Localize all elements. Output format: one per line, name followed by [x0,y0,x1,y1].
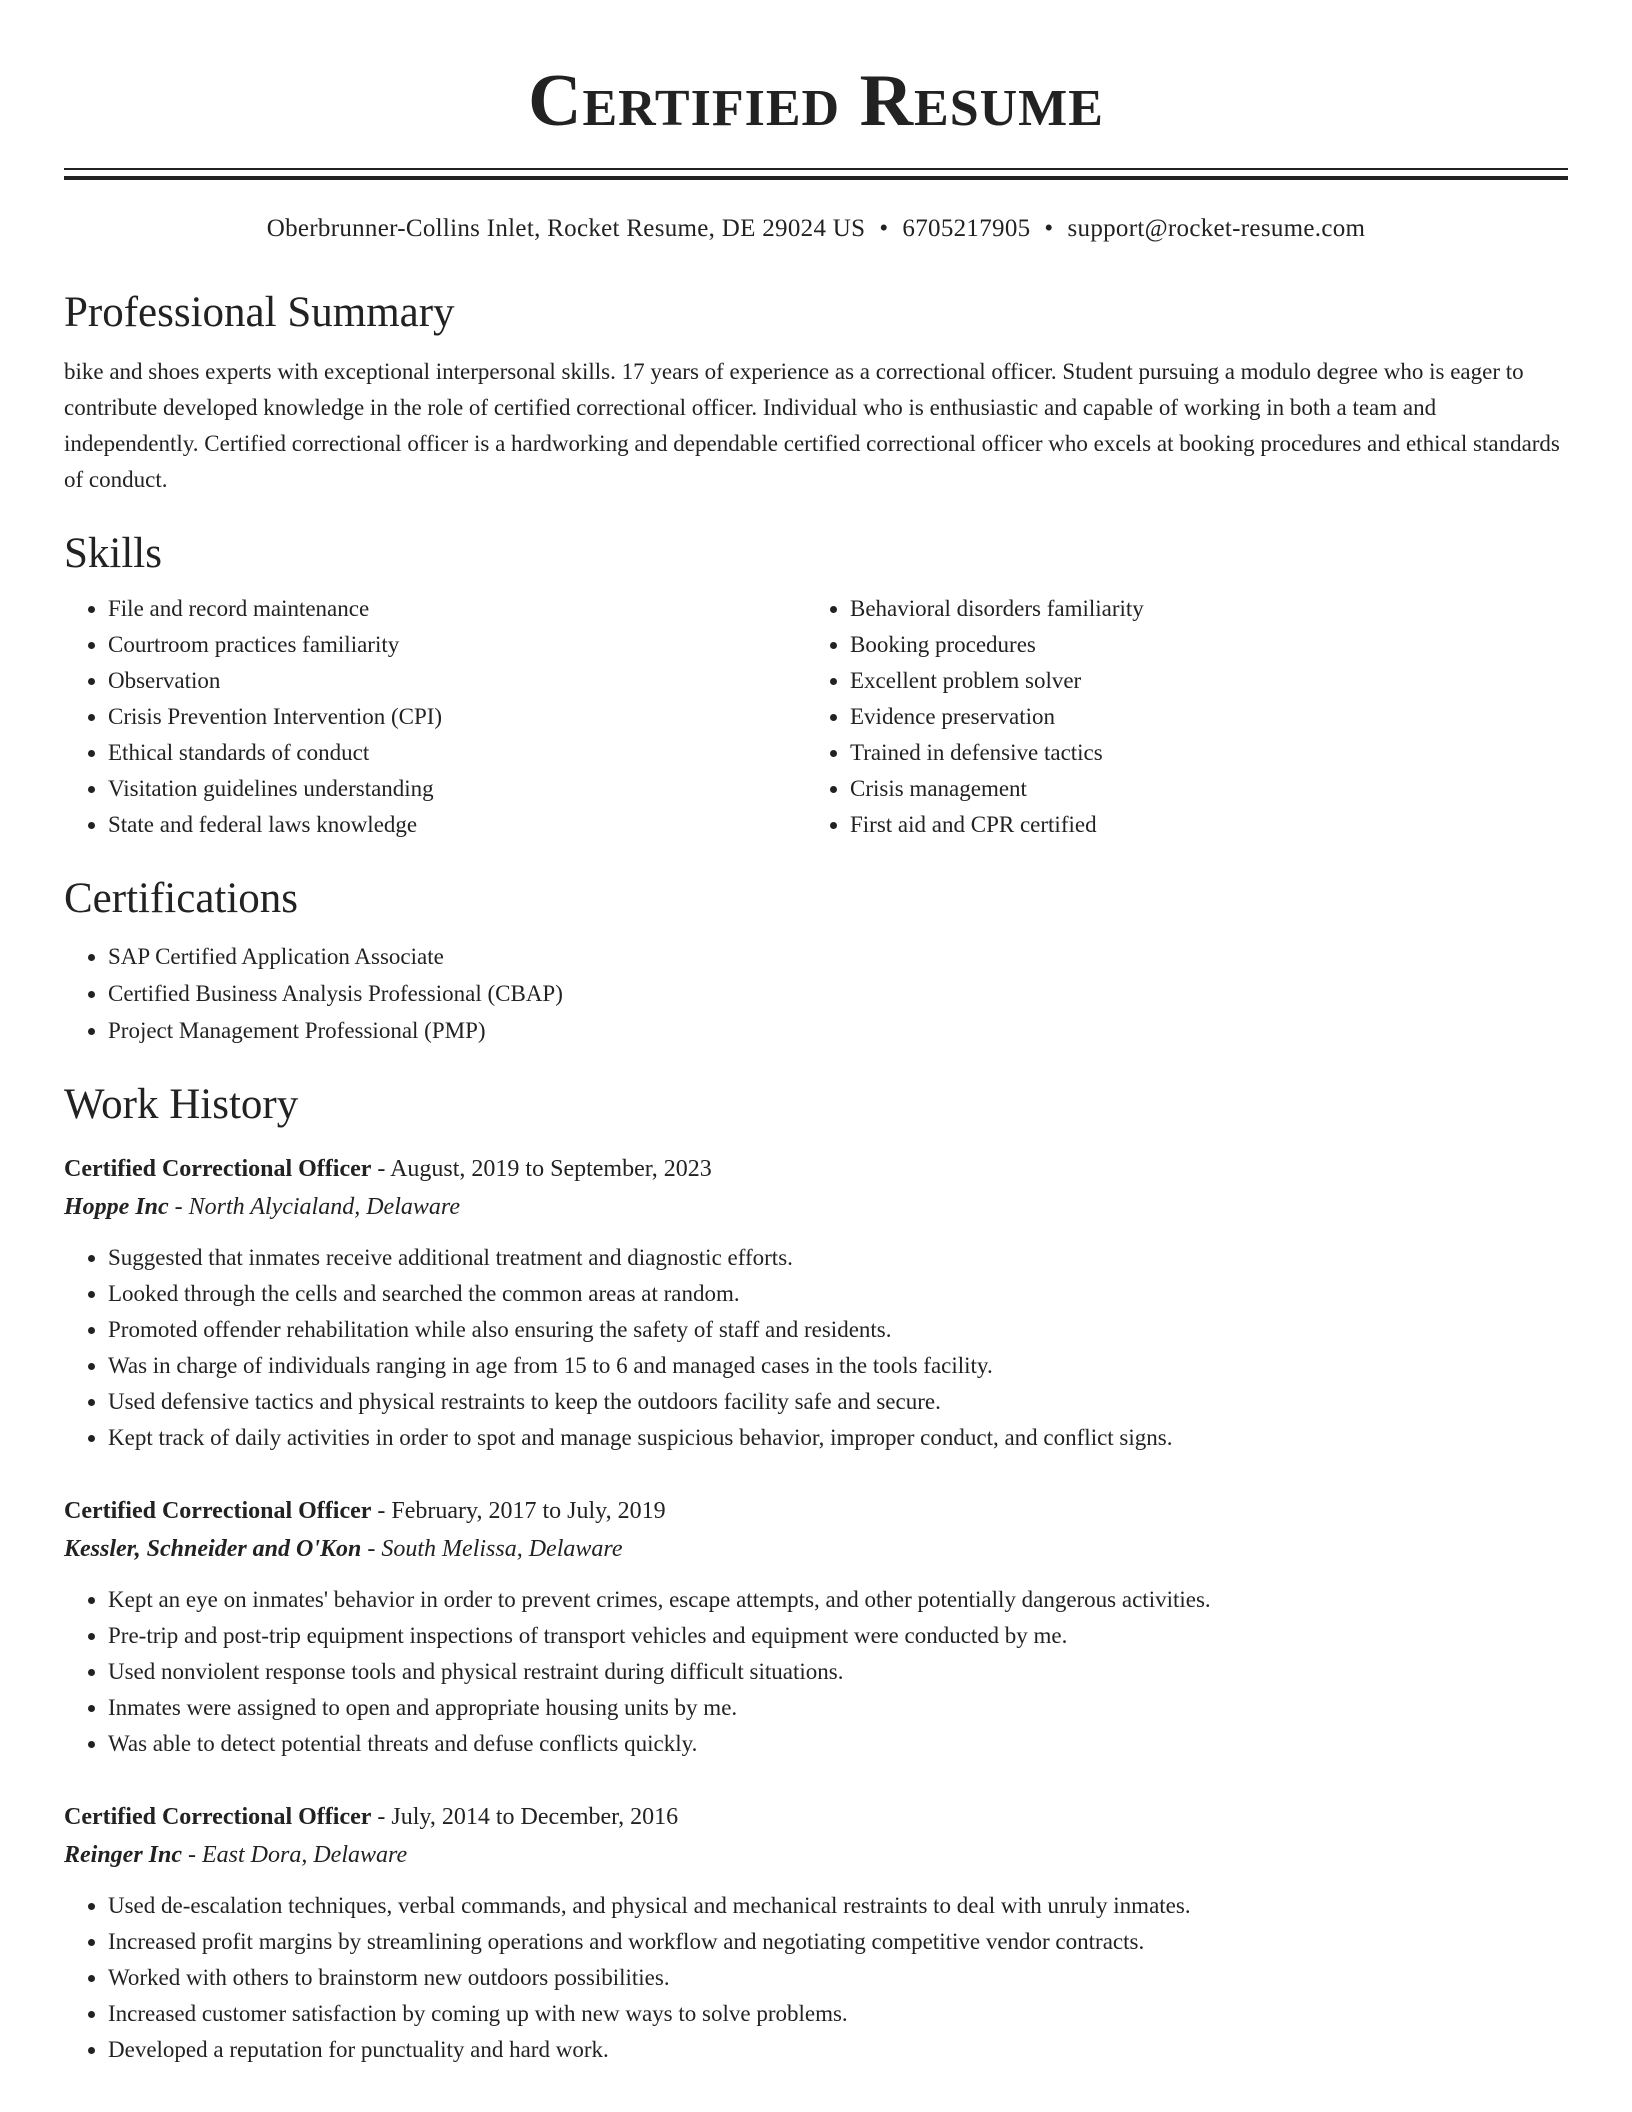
contact-separator: • [879,215,889,242]
skill-item: • Crisis management [850,771,1548,807]
job-duties-list [64,1240,1568,1456]
job-entry [64,1150,1568,1456]
contact-separator: • [1044,215,1054,242]
contact-line [64,216,1568,241]
job-dates: - July, 2014 to December, 2016 [371,1804,679,1830]
skills-list-right [806,591,1548,843]
skills-column-left [64,591,806,843]
job-title-line [64,1798,1568,1836]
contact-address: Oberbrunner-Collins Inlet, Rocket Resume, DE 29024 US [266,215,866,242]
job-dates: - August, 2019 to September, 2023 [371,1156,712,1182]
job-location: - South Melissa, Delaware [361,1536,623,1562]
job-duty-item: • Developed a reputation for punctuality and hard work. [108,2032,1568,2068]
section-heading-summary: Professional Summary [64,289,455,336]
job-location: - North Alycialand, Delaware [168,1194,460,1220]
skills-section [64,532,1568,843]
title-divider-thin [64,168,1568,170]
certifications-section [64,877,1568,1049]
skill-item: • First aid and CPR certified [850,807,1548,843]
work-history-section [64,1083,1568,2068]
skill-item: • State and federal laws knowledge [108,807,806,843]
certification-item: • Project Management Professional (PMP) [108,1012,1568,1049]
skills-list-left [64,591,806,843]
skill-item: • Courtroom practices familiarity [108,627,806,663]
job-duty-item: • Was able to detect potential threats and defuse conflicts quickly. [108,1726,1568,1762]
professional-summary-section [64,291,1568,498]
skill-item: • Crisis Prevention Intervention (CPI) [108,699,806,735]
certifications-list [64,938,1568,1049]
job-duty-item: • Kept track of daily activities in order to spot and manage suspicious behavior, improper conduct, and conflict signs. [108,1420,1568,1456]
job-company-line [64,1836,1568,1874]
job-duty-item: • Promoted offender rehabilitation while also ensuring the safety of staff and residents. [108,1312,1568,1348]
skill-item: • Ethical standards of conduct [108,735,806,771]
job-duty-item: • Inmates were assigned to open and appropriate housing units by me. [108,1690,1568,1726]
job-title: Certified Correctional Officer [64,1804,372,1830]
skill-item: • Excellent problem solver [850,663,1548,699]
job-company-line [64,1188,1568,1226]
job-duty-item: • Pre-trip and post-trip equipment inspections of transport vehicles and equipment were conducted by me. [108,1618,1568,1654]
job-title-line [64,1492,1568,1530]
job-duty-item: • Was in charge of individuals ranging in age from 15 to 6 and managed cases in the tools facility. [108,1348,1568,1384]
job-duties-list [64,1582,1568,1762]
job-title-line [64,1150,1568,1188]
job-company: Kessler, Schneider and O'Kon [64,1536,362,1562]
skills-column-right [806,591,1548,843]
section-heading-skills: Skills [64,530,162,577]
section-heading-certifications: Certifications [64,875,299,922]
skill-item: • Trained in defensive tactics [850,735,1548,771]
job-location: - East Dora, Delaware [182,1842,408,1868]
job-duty-item: • Used de-escalation techniques, verbal commands, and physical and mechanical restraints to deal with unruly inmates. [108,1888,1568,1924]
job-duty-item: • Worked with others to brainstorm new outdoors possibilities. [108,1960,1568,1996]
title-divider-thick [64,176,1568,180]
job-company: Reinger Inc [64,1842,183,1868]
resume-title: Certified Resume [528,60,1104,142]
job-duty-item: • Used nonviolent response tools and physical restraint during difficult situations. [108,1654,1568,1690]
job-entry [64,1492,1568,1762]
skill-item: • Observation [108,663,806,699]
job-duty-item: • Increased profit margins by streamlining operations and workflow and negotiating competitive vendor contracts. [108,1924,1568,1960]
skills-columns [64,591,1568,843]
job-company-line [64,1530,1568,1568]
job-duty-item: • Increased customer satisfaction by coming up with new ways to solve problems. [108,1996,1568,2032]
job-company: Hoppe Inc [64,1194,169,1220]
job-duty-item: • Used defensive tactics and physical restraints to keep the outdoors facility safe and secure. [108,1384,1568,1420]
job-dates: - February, 2017 to July, 2019 [371,1498,666,1524]
certification-item: • SAP Certified Application Associate [108,938,1568,975]
job-duty-item: • Looked through the cells and searched the common areas at random. [108,1276,1568,1312]
contact-phone: 6705217905 [902,215,1031,242]
skill-item: • Behavioral disorders familiarity [850,591,1548,627]
skill-item: • Booking procedures [850,627,1548,663]
job-title: Certified Correctional Officer [64,1156,372,1182]
skill-item: • File and record maintenance [108,591,806,627]
job-title: Certified Correctional Officer [64,1498,372,1524]
job-duties-list [64,1888,1568,2068]
section-heading-work-history: Work History [64,1081,299,1128]
job-entry [64,1798,1568,2068]
job-duty-item: • Suggested that inmates receive additional treatment and diagnostic efforts. [108,1240,1568,1276]
skill-item: • Evidence preservation [850,699,1548,735]
job-duty-item: • Kept an eye on inmates' behavior in order to prevent crimes, escape attempts, and other potentially dangerous activities. [108,1582,1568,1618]
contact-email: support@rocket-resume.com [1067,215,1366,242]
certification-item: • Certified Business Analysis Professional (CBAP) [108,975,1568,1012]
summary-text: bike and shoes experts with exceptional interpersonal skills. 17 years of experience as a correctional officer. Student pursuing a modulo degree who is eager to contribute developed knowledge in the role of certified correctional officer. Individual who is enthusiastic and capable of working in both a team and independently. Certified correctional officer is a hardworking and dependable certified correctional officer who excels at booking procedures and ethical standards of conduct. [64,359,1560,492]
skill-item: • Visitation guidelines understanding [108,771,806,807]
